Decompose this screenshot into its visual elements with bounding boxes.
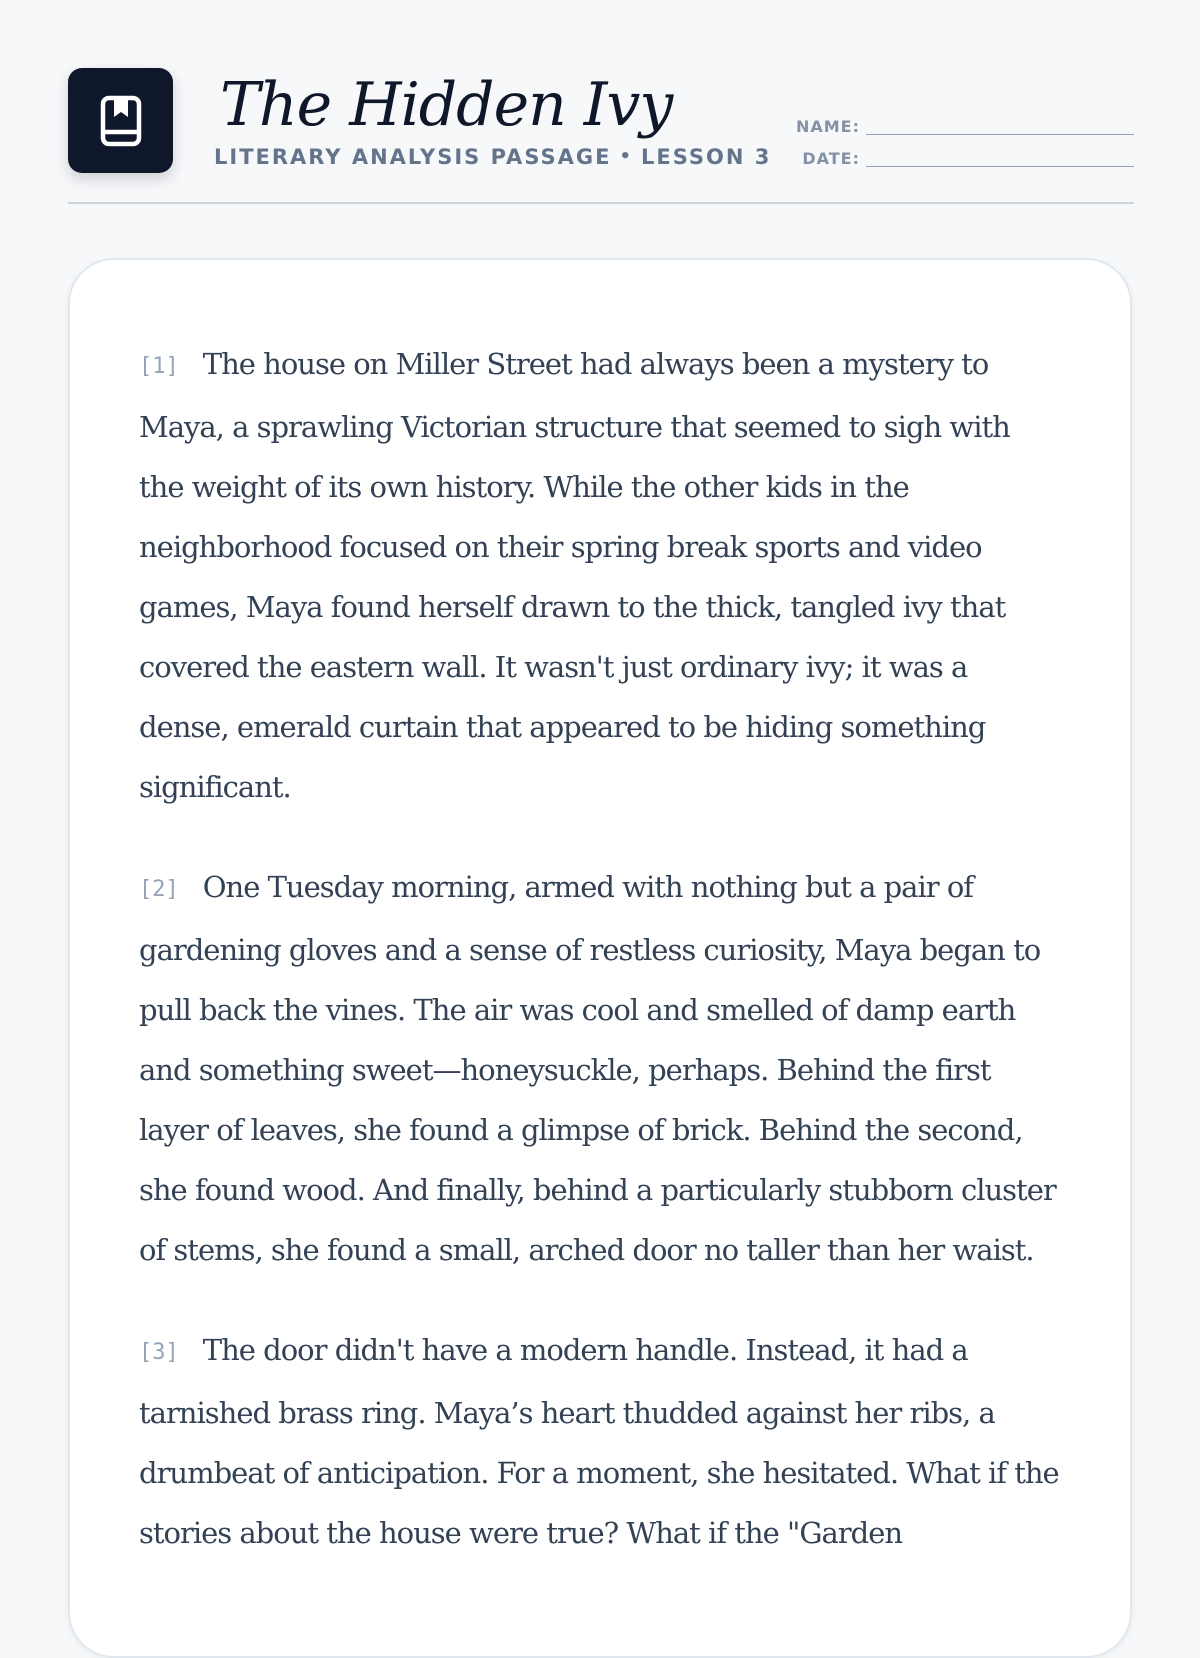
- subtitle-separator: •: [619, 146, 633, 167]
- name-label: NAME:: [795, 117, 860, 136]
- paragraph-text: The house on Miller Street had always been a mystery to Maya, a sprawling Victorian structure that seemed to sigh with the weight of its own history. While the other kids in the neighborhood focused on their spring break sports and video games, Maya found herself drawn to the thick, tangled ivy that covered the eastern wall. It wasn't just ordinary ivy; it was a dense, emerald curtain that appeared to be hiding something significant.: [139, 347, 1010, 804]
- passage-card: [68, 258, 1132, 1658]
- worksheet-header: [68, 68, 1134, 204]
- passage-paragraph-2: [139, 857, 1062, 1280]
- page-subtitle: [214, 142, 771, 172]
- name-field: [796, 116, 1134, 138]
- subtitle-lesson: LESSON 3: [640, 145, 772, 169]
- name-blank-line: [866, 116, 1134, 135]
- date-label: DATE:: [802, 149, 860, 168]
- logo-badge: [68, 68, 173, 173]
- paragraph-text: One Tuesday morning, armed with nothing but a pair of gardening gloves and a sense of restless curiosity, Maya began to pull back the vines. The air was cool and smelled of damp earth and something sweet—honeysuckle, perhaps. Behind the first layer of leaves, she found a glimpse of brick. Behind the second, she found wood. And finally, behind a particularly stubborn cluster of stems, she found a small, arched door no taller than her waist.: [139, 870, 1056, 1267]
- date-blank-line: [866, 148, 1134, 167]
- passage-paragraph-1: [139, 334, 1062, 817]
- paragraph-number: [1]: [139, 354, 179, 379]
- passage-paragraph-3: [139, 1320, 1062, 1563]
- paragraph-number: [3]: [139, 1340, 179, 1365]
- paragraph-text: The door didn't have a modern handle. Instead, it had a tarnished brass ring. Maya’s heart thudded against her ribs, a drumbeat of anticipation. For a moment, she hesitated. What if the stories about the house were true? What if the "Garden: [139, 1333, 1059, 1550]
- book-icon: [99, 95, 143, 147]
- date-field: [802, 148, 1134, 170]
- subtitle-passage-type: LITERARY ANALYSIS PASSAGE: [214, 145, 612, 169]
- page-title: The Hidden Ivy: [220, 70, 673, 140]
- paragraph-number: [2]: [139, 877, 179, 902]
